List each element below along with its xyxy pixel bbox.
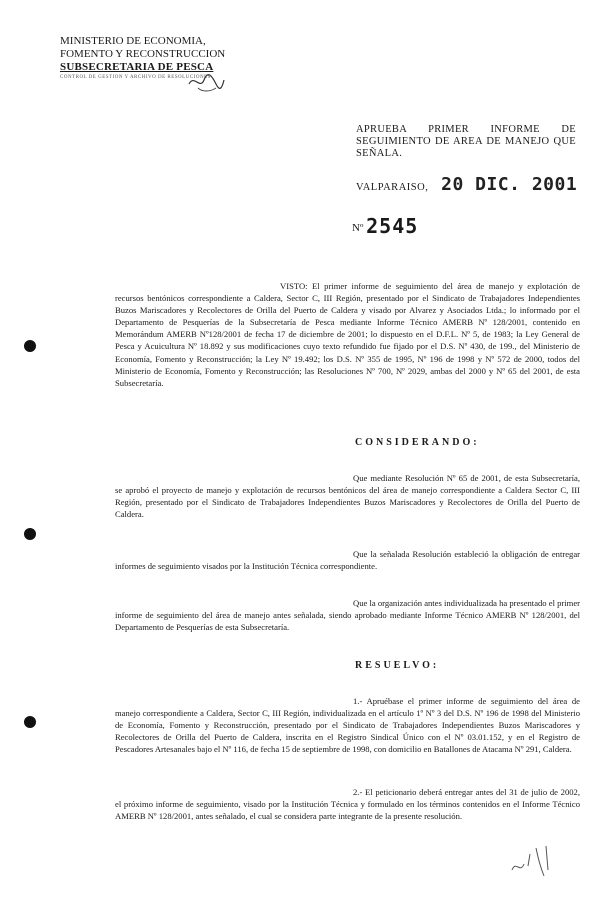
resuelvo-1: 1.- Apruébase el primer informe de seguimiento del área de manejo correspondiente a Caldera, Sector C, III Región, individualizada en el artículo 1º Nº 3 del D.S. Nº 196 de 1998 del Ministerio de Economía, Fomento y Reconstrucción, presentado por el Sindicato de Trabajadores Independientes Buzos Mariscadores y Recolectores de Orilla del Puerto de Caldera, inscrita en el Registro Sindical Único con el Nº 03.01.152, y en el Registro de Pescadores Artesanales bajo el Nº 116, de fecha 15 de septiembre de 1998, con domicilio en Batallones de Atacama Nº 291, Caldera.	[115, 696, 580, 755]
resolution-subject: APRUEBA PRIMER INFORME DE SEGUIMIENTO DE AREA DE MANEJO QUE SEÑALA.	[356, 124, 576, 159]
place-label: VALPARAISO,	[356, 182, 429, 193]
visto-paragraph: VISTO: El primer informe de seguimiento del área de manejo y explotación de recursos bentónicos correspondiente a Caldera, Sector C, III Región, presentado por el Sindicato de Trabajadores Independientes Buzos Mariscadores y Recolectores de Orilla del Puerto de Caldera y visado por Alvarez y Asociados Ltda.; lo informado por el Departamento de Pesquerías de la Subsecretaría de Pesca mediante Informe Técnico AMERB Nº 128/2001, contenido en Memorándum AMERB Nº128/2001 de fecha 17 de diciembre de 2001; lo dispuesto en el D.F.L. Nº 5, de 1983; la Ley General de Pesca y Acuicultura Nº 18.892 y sus modificaciones cuyo texto refundido fue fijado por el D.S. Nº 430, de 199., del Ministerio de Economía, Fomento y Reconstrucción; la Ley Nº 19.492; los D.S. Nº 355 de 1995, Nº 196 de 1998 y Nº 572 de 2000, todos del Ministerio de Economía, Fomento y Reconstrucción; las Resoluciones Nº 700, Nº 2029, ambas del 2000 y Nº 65 del 2001, de esta Subsecretaría.	[115, 281, 580, 388]
subsecretaria-line: SUBSECRETARIA DE PESCA	[60, 61, 214, 73]
signature-mark	[508, 840, 554, 880]
resuelvo-heading: RESUELVO:	[355, 660, 440, 671]
ministry-line: MINISTERIO DE ECONOMIA,	[60, 35, 206, 47]
ministry-line-2: FOMENTO Y RECONSTRUCCION	[60, 48, 226, 60]
number-label: Nº	[352, 222, 364, 234]
control-line: CONTROL DE GESTION Y ARCHIVO DE RESOLUCIONES	[60, 75, 211, 80]
considerando-3: Que la organización antes individualizada ha presentado el primer informe de seguimiento del área de manejo antes señalada, siendo aprobado mediante Informe Técnico AMERB Nº 128/2001, del Departamento de Pesquerías de esta Subsecretaría.	[115, 598, 581, 633]
punch-hole	[24, 528, 36, 540]
number-value: 2545	[366, 214, 419, 238]
date-line	[356, 174, 577, 195]
considerando-1: Que mediante Resolución Nº 65 de 2001, de esta Subsecretaría, se aprobó el proyecto de manejo y explotación de recursos bentónicos del área de manejo correspondiente a Caldera Sector C, III Región, presentado por el Sindicato de Trabajadores Independientes Buzos Mariscadores y Recolectores de Orilla del Puerto de Caldera.	[115, 473, 580, 520]
date-stamp: 20 DIC. 2001	[441, 174, 578, 195]
resolution-number	[352, 214, 418, 238]
considerando-heading: CONSIDERANDO:	[355, 437, 480, 448]
punch-hole	[24, 340, 36, 352]
considerando-2: Que la señalada Resolución estableció la obligación de entregar informes de seguimiento visados por la Institución Técnica correspondiente.	[115, 549, 580, 572]
resuelvo-2: 2.- El peticionario deberá entregar antes del 31 de julio de 2002, el próximo informe de seguimiento, visado por la Institución Técnica y formulado en los términos contenidos en el Informe Técnico AMERB Nº 128/2001, antes señalado, el cual se considera parte integrante de la presente resolución.	[115, 787, 580, 822]
punch-hole	[24, 716, 36, 728]
initials-scribble	[186, 70, 226, 94]
